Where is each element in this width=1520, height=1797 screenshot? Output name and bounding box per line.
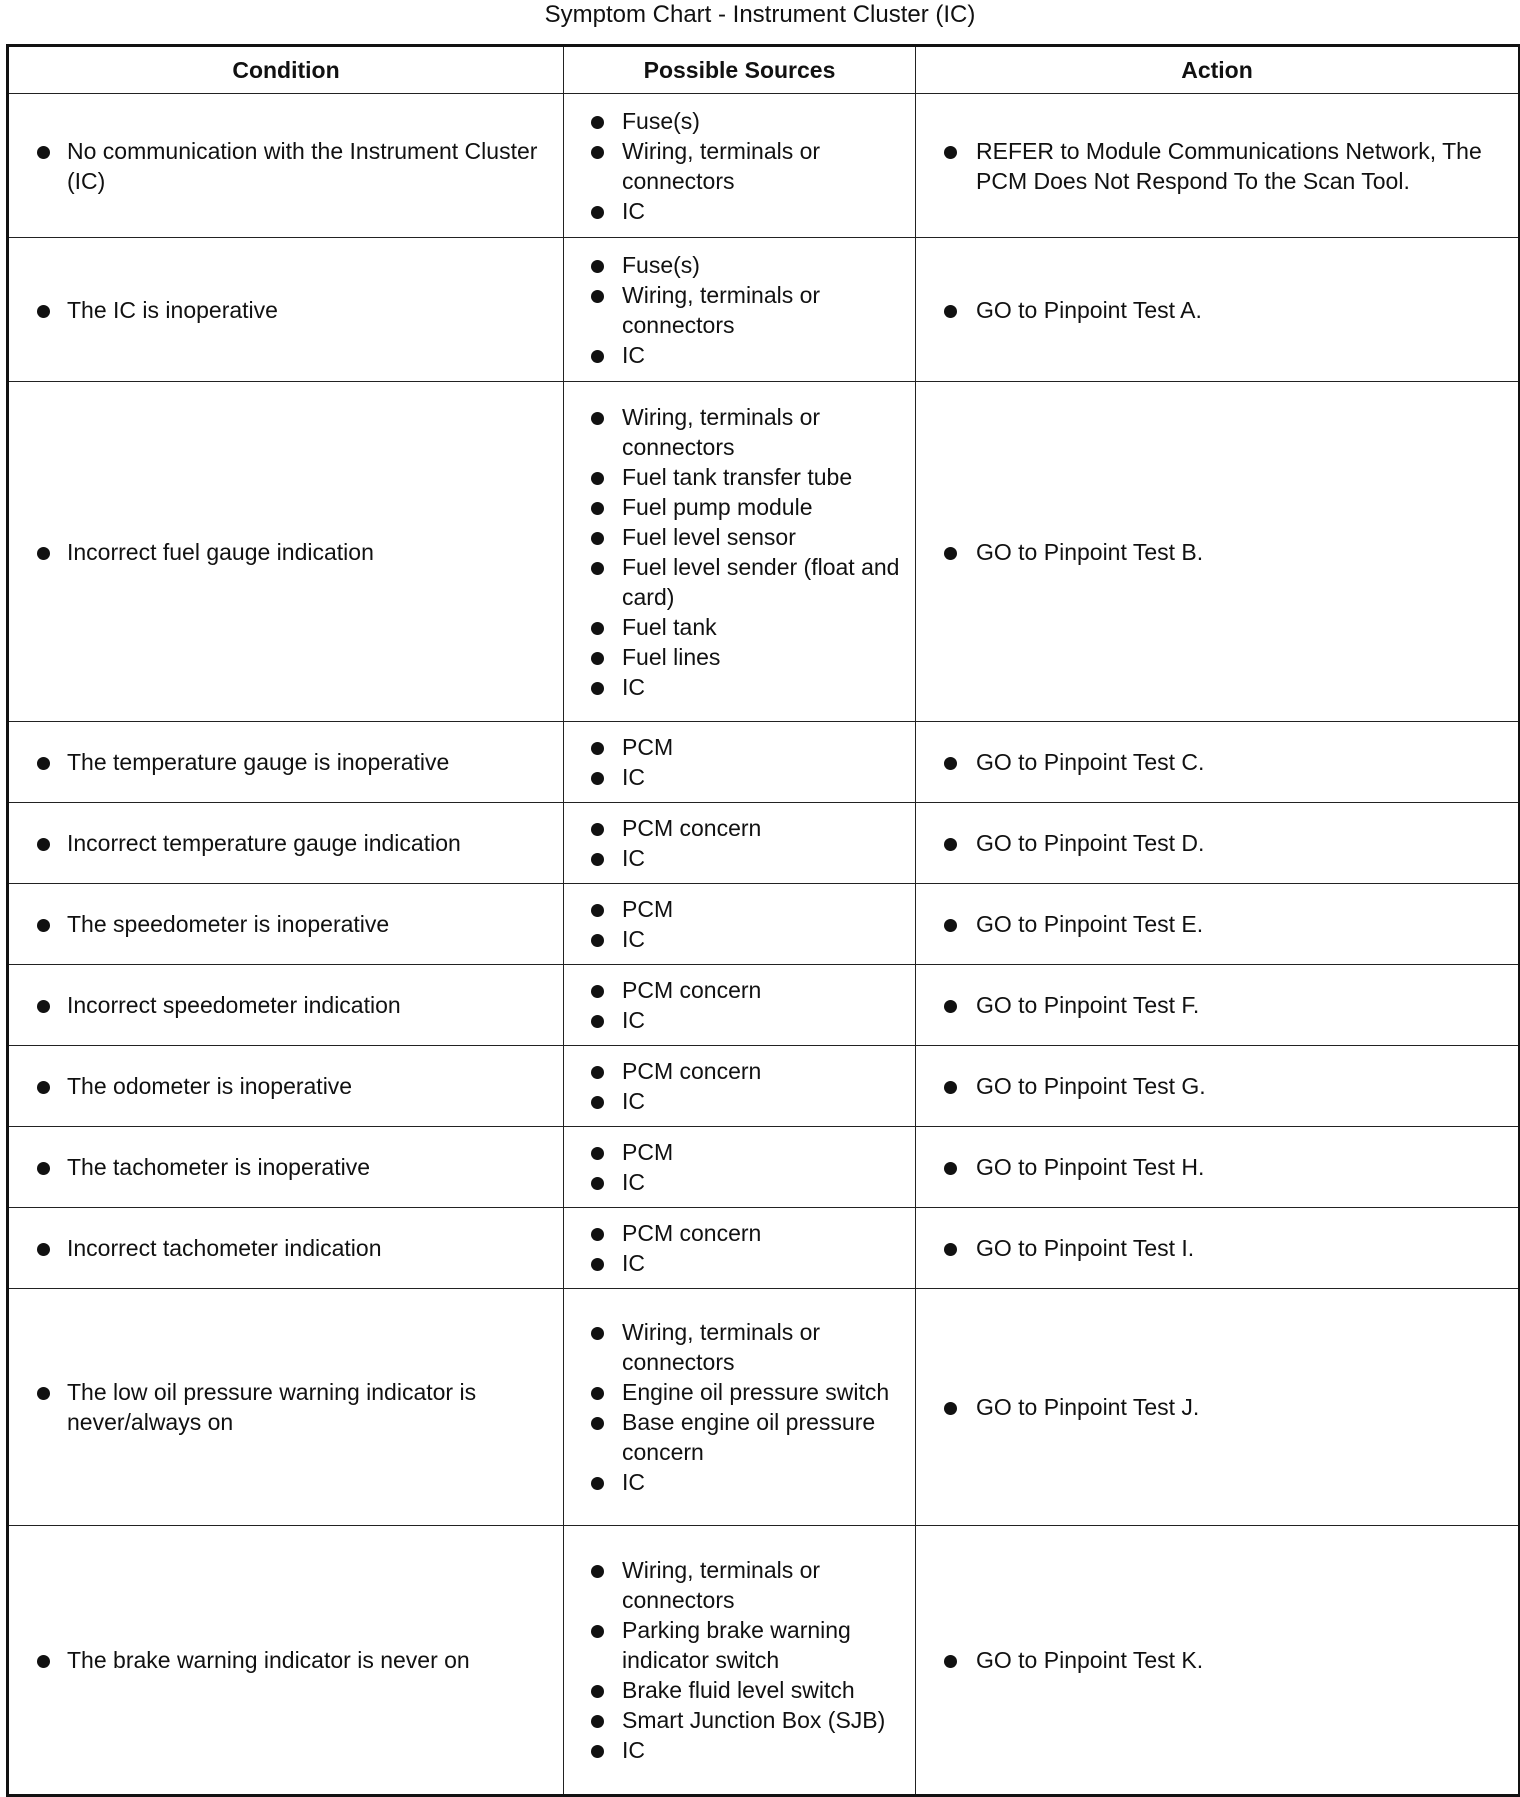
source-item: IC <box>564 1735 915 1765</box>
condition-cell <box>8 1526 564 1796</box>
source-item: Wiring, terminals or connectors <box>564 280 915 340</box>
table-row <box>8 1046 1520 1127</box>
condition-cell <box>8 238 564 382</box>
condition-text: Incorrect tachometer indication <box>9 1233 563 1263</box>
table-body <box>8 94 1520 1796</box>
source-item: PCM concern <box>564 1056 915 1086</box>
condition-text: Incorrect temperature gauge indication <box>9 828 563 858</box>
sources-cell <box>564 1208 916 1289</box>
header-action: Action <box>916 46 1520 94</box>
source-item: Wiring, terminals or connectors <box>564 402 915 462</box>
source-item: Fuse(s) <box>564 106 915 136</box>
condition-cell <box>8 1127 564 1208</box>
table-row <box>8 722 1520 803</box>
condition-text: Incorrect speedometer indication <box>9 990 563 1020</box>
action-text: GO to Pinpoint Test F. <box>916 990 1518 1020</box>
action-text: GO to Pinpoint Test G. <box>916 1071 1518 1101</box>
sources-cell <box>564 1046 916 1127</box>
condition-text: The speedometer is inoperative <box>9 909 563 939</box>
header-possible-sources: Possible Sources <box>564 46 916 94</box>
action-cell <box>916 722 1520 803</box>
source-item: PCM <box>564 1137 915 1167</box>
action-cell <box>916 1208 1520 1289</box>
source-item: Base engine oil pressure concern <box>564 1407 915 1467</box>
action-text: GO to Pinpoint Test J. <box>916 1392 1518 1422</box>
source-item: IC <box>564 1467 915 1497</box>
source-item: Fuse(s) <box>564 250 915 280</box>
condition-text: The brake warning indicator is never on <box>9 1645 563 1675</box>
sources-cell <box>564 238 916 382</box>
source-item: IC <box>564 196 915 226</box>
document-title: Symptom Chart - Instrument Cluster (IC) <box>544 1 976 28</box>
source-item: PCM concern <box>564 1218 915 1248</box>
source-item: Fuel tank <box>564 612 915 642</box>
action-cell <box>916 1289 1520 1526</box>
source-item: PCM concern <box>564 975 915 1005</box>
source-item: Wiring, terminals or connectors <box>564 1317 915 1377</box>
table-row <box>8 1289 1520 1526</box>
sources-cell <box>564 965 916 1046</box>
source-item: PCM <box>564 894 915 924</box>
source-item: Fuel pump module <box>564 492 915 522</box>
action-cell <box>916 94 1520 238</box>
source-item: Smart Junction Box (SJB) <box>564 1705 915 1735</box>
condition-cell <box>8 884 564 965</box>
condition-cell <box>8 94 564 238</box>
action-cell <box>916 803 1520 884</box>
sources-cell <box>564 722 916 803</box>
source-item: Parking brake warning indicator switch <box>564 1615 915 1675</box>
sources-cell <box>564 94 916 238</box>
condition-text: The temperature gauge is inoperative <box>9 747 563 777</box>
condition-text: The IC is inoperative <box>9 295 563 325</box>
symptom-table <box>6 44 1520 1797</box>
source-item: PCM concern <box>564 813 915 843</box>
sources-cell <box>564 1127 916 1208</box>
source-item: Fuel level sender (float and card) <box>564 552 915 612</box>
table-row <box>8 382 1520 722</box>
source-item: PCM <box>564 732 915 762</box>
condition-text: The tachometer is inoperative <box>9 1152 563 1182</box>
condition-text: Incorrect fuel gauge indication <box>9 537 563 567</box>
action-text: GO to Pinpoint Test C. <box>916 747 1518 777</box>
sources-cell <box>564 1289 916 1526</box>
condition-cell <box>8 1289 564 1526</box>
sources-cell <box>564 803 916 884</box>
source-item: IC <box>564 1005 915 1035</box>
condition-cell <box>8 722 564 803</box>
action-text: GO to Pinpoint Test H. <box>916 1152 1518 1182</box>
action-cell <box>916 1046 1520 1127</box>
sources-cell <box>564 382 916 722</box>
action-cell <box>916 1526 1520 1796</box>
source-item: Fuel level sensor <box>564 522 915 552</box>
condition-text: The low oil pressure warning indicator is never/always on <box>9 1377 563 1437</box>
source-item: Engine oil pressure switch <box>564 1377 915 1407</box>
table-row <box>8 238 1520 382</box>
source-item: IC <box>564 672 915 702</box>
condition-cell <box>8 1208 564 1289</box>
condition-text: The odometer is inoperative <box>9 1071 563 1101</box>
action-text: GO to Pinpoint Test B. <box>916 537 1518 567</box>
source-item: IC <box>564 340 915 370</box>
sources-cell <box>564 884 916 965</box>
table-row <box>8 803 1520 884</box>
table-row <box>8 1127 1520 1208</box>
source-item: Wiring, terminals or connectors <box>564 136 915 196</box>
table-row <box>8 1208 1520 1289</box>
source-item: Fuel tank transfer tube <box>564 462 915 492</box>
condition-text: No communication with the Instrument Cluster (IC) <box>9 136 563 196</box>
source-item: Brake fluid level switch <box>564 1675 915 1705</box>
condition-cell <box>8 803 564 884</box>
source-item: Fuel lines <box>564 642 915 672</box>
source-item: IC <box>564 1167 915 1197</box>
source-item: IC <box>564 924 915 954</box>
condition-cell <box>8 965 564 1046</box>
source-item: IC <box>564 843 915 873</box>
action-text: GO to Pinpoint Test K. <box>916 1645 1518 1675</box>
action-cell <box>916 884 1520 965</box>
action-text: GO to Pinpoint Test D. <box>916 828 1518 858</box>
condition-cell <box>8 382 564 722</box>
header-condition: Condition <box>8 46 564 94</box>
action-text: GO to Pinpoint Test E. <box>916 909 1518 939</box>
action-cell <box>916 238 1520 382</box>
condition-cell <box>8 1046 564 1127</box>
source-item: IC <box>564 1248 915 1278</box>
action-cell <box>916 1127 1520 1208</box>
source-item: Wiring, terminals or connectors <box>564 1555 915 1615</box>
table-row <box>8 884 1520 965</box>
action-cell <box>916 382 1520 722</box>
table-row <box>8 94 1520 238</box>
action-text: REFER to Module Communications Network, The PCM Does Not Respond To the Scan Tool. <box>916 136 1518 196</box>
action-cell <box>916 965 1520 1046</box>
header-row <box>8 46 1520 94</box>
action-text: GO to Pinpoint Test I. <box>916 1233 1518 1263</box>
action-text: GO to Pinpoint Test A. <box>916 295 1518 325</box>
source-item: IC <box>564 762 915 792</box>
table-row <box>8 965 1520 1046</box>
sources-cell <box>564 1526 916 1796</box>
table-row <box>8 1526 1520 1796</box>
source-item: IC <box>564 1086 915 1116</box>
